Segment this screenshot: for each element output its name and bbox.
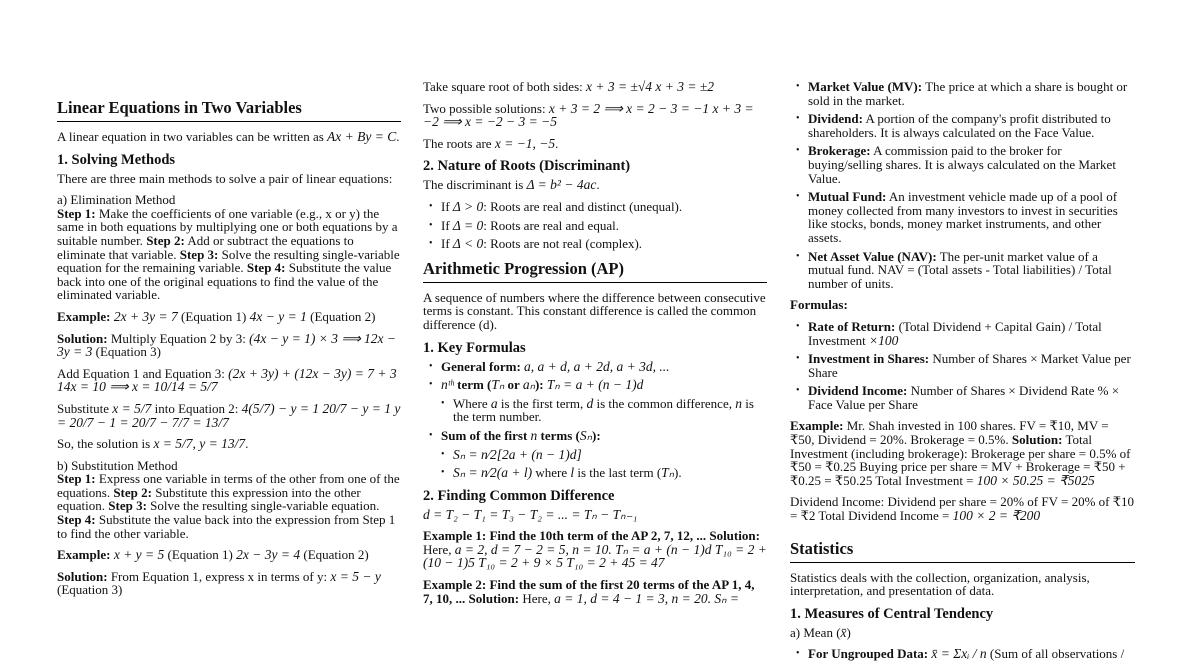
math-expression: Tₙ [661, 465, 675, 481]
text: (Equation 2) [300, 547, 369, 563]
math-expression: x = 5 − y [330, 568, 381, 584]
text: Substitute [57, 400, 113, 416]
text: (Sum of all observations / [986, 646, 1125, 662]
paragraph [423, 178, 767, 192]
text: Make the coefficients of one variable (e.g., x or y) the same in both equations by multiplying one or both equations by a suitable number. [57, 205, 398, 248]
text: Where [453, 395, 491, 411]
math-expression: a = 1, d = 4 − 1 = 3, n = 20. Sₙ = [554, 590, 740, 606]
subsection-heading: 2. Nature of Roots (Discriminant) [423, 158, 631, 175]
text: (Equation 3) [57, 582, 123, 598]
math-expression: aₙ [522, 377, 535, 393]
text: . [396, 129, 400, 144]
section-heading: Arithmetic Progression (AP) [423, 259, 767, 283]
text: (Equation 2) [306, 308, 376, 324]
bold-text: Market Value (MV): [808, 79, 923, 94]
bullet-list [423, 200, 767, 251]
bold-text: Step 2: [113, 484, 152, 500]
text: The per-unit market value of a mutual fund. NAV = (Total assets - Total liabilities) / Total number of units. [808, 248, 1112, 291]
text: Substitute the value back into the expression from Step 1 to find the other variable. [57, 512, 396, 541]
bold-text: Step 2: [146, 232, 185, 248]
text: The discriminant is [423, 177, 527, 193]
text: Dividend Income: Dividend per share = 20% of FV = 20% of ₹10 = ₹2 Total Dividend Income = [790, 494, 1135, 524]
text: Here, [423, 541, 455, 557]
section-heading: Statistics [790, 539, 1135, 563]
bold-text: Dividend: [808, 111, 863, 127]
math-expression: 100 × 2 = ₹200 [952, 508, 1041, 524]
text: Solve the resulting single-variable equation for the remaining variable. [57, 246, 400, 276]
math-expression: x + y = 5 [110, 547, 165, 563]
math-expression: Tₙ = a + (n − 1)d [546, 377, 644, 393]
math-expression: x̄ = Σxᵢ / n [931, 646, 987, 662]
column-right [790, 80, 1135, 669]
bold-text: Example: [790, 418, 844, 434]
text: : Roots are not real (complex). [483, 236, 643, 252]
math-expression: d = T₂ − T₁ = T₃ − T₂ = ... = Tₙ − Tₙ₋₁ [423, 506, 638, 522]
math-expression: Sₙ [579, 427, 593, 443]
paragraph [57, 130, 401, 144]
text: . [245, 436, 249, 452]
bold-text: Mutual Fund: [808, 189, 887, 205]
math-expression: Ax + By = C [327, 129, 397, 144]
paragraph [790, 298, 1135, 312]
paragraph [57, 548, 401, 562]
section-heading: Linear Equations in Two Variables [57, 98, 401, 122]
column-middle [423, 80, 767, 613]
math-expression: x̄ [840, 624, 847, 640]
math-expression: d [586, 395, 594, 411]
paragraph [423, 137, 767, 151]
list-item [796, 190, 1135, 244]
text: The price at which a share is bought or sold in the market. [808, 79, 1128, 108]
bold-text: Brokerage: [808, 143, 871, 159]
text: Number of Shares × Market Value per Share [808, 351, 1131, 380]
text: where [532, 465, 571, 481]
text: ). [674, 465, 682, 481]
paragraph [57, 207, 401, 302]
subsection-heading: 2. Finding Common Difference [423, 487, 615, 504]
math-expression: x + 3 = ±√4 x + 3 = ±2 [586, 79, 715, 94]
bold-text: ): [534, 377, 547, 393]
text: Number of Shares × Dividend Rate % × Face Value per Share [808, 383, 1120, 412]
bold-text: terms ( [537, 427, 580, 443]
text: A portion of the company's profit distributed to shareholders. It is always calculated on the Face Value. [808, 111, 1111, 140]
paragraph [57, 193, 401, 207]
subsection-heading: 1. Measures of Central Tendency [790, 605, 994, 622]
list-item [429, 219, 767, 233]
list-item [796, 80, 1135, 107]
math-expression: n [735, 395, 742, 411]
subsection-heading: 1. Solving Methods [57, 151, 176, 168]
paragraph [790, 495, 1135, 522]
text: If [441, 198, 453, 214]
math-expression: n [530, 427, 538, 443]
list-item [796, 352, 1135, 379]
paragraph [790, 626, 1135, 640]
math-expression: x = 5/7 [112, 400, 152, 416]
text: If [441, 236, 453, 252]
math-expression: a, a + d, a + 2d, a + 3d, ... [524, 358, 670, 374]
list-item [429, 360, 767, 374]
bold-text: For Ungrouped Data: [808, 646, 932, 662]
text: So, the solution is [57, 436, 154, 452]
paragraph [423, 508, 767, 522]
list-item [441, 448, 767, 462]
text: If [441, 217, 453, 233]
list-item [429, 378, 767, 392]
paragraph [57, 172, 401, 186]
math-expression: 2x − 3y = 4 [236, 547, 301, 563]
text: Mr. Shah invested in 100 shares. FV = ₹10, MV = ₹50, Dividend = 20%. Brokerage = 0.5%. [790, 418, 1109, 448]
bold-text: Dividend Income: [808, 383, 908, 399]
paragraph [423, 102, 767, 129]
paragraph [57, 459, 401, 473]
bold-text: Formulas: [790, 297, 848, 313]
text: a) Mean ( [790, 624, 841, 640]
text: Two possible solutions: [423, 100, 549, 116]
list-item [429, 200, 767, 214]
list-item [796, 384, 1135, 411]
text: A sequence of numbers where the difference between consecutive terms is constant. This constant difference is called the common difference (d). [423, 289, 766, 332]
list-item [796, 250, 1135, 291]
list-item [796, 112, 1135, 139]
text: ) [846, 624, 851, 640]
bold-text: term ( [453, 377, 492, 393]
paragraph [57, 437, 401, 451]
list-item [441, 466, 767, 480]
bold-text: Step 1: [57, 471, 96, 487]
math-expression: x = −1, −5 [494, 135, 556, 151]
math-expression: Tₙ [491, 377, 505, 393]
text: From Equation 1, express x in terms of y: [107, 568, 331, 584]
list-item [796, 320, 1135, 347]
paragraph [57, 402, 401, 429]
paragraph [57, 472, 401, 540]
text: The roots are [423, 135, 495, 151]
paragraph [790, 419, 1135, 487]
bullet-list [423, 360, 767, 480]
bold-text: Investment in Shares: [808, 351, 930, 367]
paragraph [57, 310, 401, 324]
text: Add Equation 1 and Equation 3: [57, 365, 229, 381]
math-expression: a = 2, d = 7 − 2 = 5, n = 10. Tₙ = a + (n − 1)d T₁₀ = 2 + (10 − 1)5 T₁₀ = 2 + 9 × 5 T₁₀ = 2 + 45 = 47 [423, 541, 767, 571]
list-item [429, 237, 767, 251]
text: Total Investment (including brokerage): Brokerage per share = 0.5% of ₹50 = ₹0.25 Buying price per share = MV + Brokerage = ₹50 + ₹0.25 = ₹50.25 Total Investment = [790, 432, 1131, 488]
math-expression: 4x − y = 1 [249, 308, 307, 324]
text: Here, [519, 590, 555, 606]
text: Express one variable in terms of the other from one of the equations. [57, 471, 400, 500]
bold-text: Step 3: [108, 498, 147, 514]
math-expression: l [570, 465, 575, 481]
bold-text: Example 2: Find the sum of the first 20 terms of the AP 1, 4, 7, 10, ... Solution: [423, 577, 755, 606]
bold-text: Sum of the first [441, 427, 531, 443]
math-expression: (2x + 3y) + (12x − 3y) = 7 + 3 14x = 10 ⟹ x = 10/14 = 5/7 [57, 365, 397, 395]
list-item [796, 647, 1135, 661]
paragraph [57, 570, 401, 597]
text: (Equation 1) [177, 308, 250, 324]
text: (Equation 1) [164, 547, 237, 563]
math-expression: Sₙ = n⁄2(a + l) [453, 465, 533, 481]
text: a) Elimination Method [57, 192, 176, 208]
text: Multiply Equation 2 by 3: [107, 330, 250, 346]
bullet-list [790, 320, 1135, 412]
bold-text: General form: [441, 358, 525, 374]
math-expression: Δ > 0 [452, 198, 484, 214]
list-item [441, 397, 767, 424]
bold-text: Example: [57, 547, 111, 563]
bold-text: Net Asset Value (NAV): [808, 248, 937, 264]
column-left [57, 92, 401, 605]
bold-text: Solution: [57, 330, 108, 346]
text: Statistics deals with the collection, organization, analysis, interpretation, and presentation of data. [790, 569, 1090, 599]
text: . [596, 177, 600, 193]
math-expression: 100 × 50.25 = ₹5025 [976, 472, 1095, 488]
paragraph [423, 291, 767, 332]
paragraph [423, 578, 767, 605]
bold-text: Step 4: [57, 512, 96, 528]
text: Substitute the value back into one of the original equations to find the value of the eliminated variable. [57, 260, 392, 303]
bold-text: Solution: [1011, 432, 1063, 448]
math-expression: nᵗʰ [441, 377, 454, 393]
bold-text: Step 3: [179, 246, 219, 262]
math-expression: a [490, 395, 498, 411]
paragraph [423, 80, 767, 94]
bold-text: Solution: [57, 568, 108, 584]
text: Substitute this expression into the other equation. [57, 484, 361, 514]
list-item [429, 429, 767, 443]
text: is the last term ( [574, 465, 662, 481]
math-expression: Sₙ = n⁄2[2a + (n − 1)d] [453, 446, 582, 462]
bold-text: Rate of Return: [808, 318, 896, 334]
subsection-heading: 1. Key Formulas [423, 339, 526, 356]
text: Solve the resulting single-variable equation. [146, 498, 380, 514]
text: is the first term, [497, 395, 587, 411]
paragraph [790, 571, 1135, 598]
bullet-list [790, 80, 1135, 290]
math-expression: 2x + 3y = 7 [110, 308, 178, 324]
math-expression: ×100 [869, 332, 899, 348]
list-item [796, 144, 1135, 185]
paragraph [57, 367, 401, 394]
text: into Equation 2: [151, 400, 242, 416]
text: Take square root of both sides: [423, 79, 586, 94]
text: is the common difference, [593, 395, 736, 411]
math-expression: Δ = b² − 4ac [526, 177, 597, 193]
bullet-list [790, 647, 1135, 661]
text: is the term number. [453, 395, 754, 425]
bold-text: Step 4: [246, 260, 286, 276]
text: An investment vehicle made up of a pool of money collected from many investors to invest in securities like stocks, bonds, money market instruments, and other assets. [808, 189, 1118, 245]
math-expression: x = 5/7, y = 13/7 [153, 436, 246, 452]
math-expression: Δ < 0 [452, 236, 484, 252]
bold-text: ): [592, 427, 601, 443]
text: b) Substitution Method [57, 457, 178, 473]
bold-text: Example 1: Find the 10th term of the AP 2, 7, 12, ... Solution: [423, 528, 760, 544]
bold-text: or [504, 377, 523, 393]
text: A linear equation in two variables can be written as [57, 129, 328, 144]
text: A commission paid to the broker for buying/selling shares. It is always calculated on the Market Value. [808, 143, 1116, 186]
bold-text: Example: [57, 308, 111, 324]
paragraph [57, 332, 401, 359]
text: : Roots are real and equal. [483, 217, 619, 233]
text: : Roots are real and distinct (unequal). [483, 198, 683, 214]
math-expression: 4(5/7) − y = 1 20/7 − y = 1 y = 20/7 − 1 = 20/7 − 7/7 = 13/7 [57, 400, 401, 430]
math-expression: x + 3 = 2 ⟹ x = 2 − 3 = −1 x + 3 = −2 ⟹ x = −2 − 3 = −5 [423, 100, 754, 130]
text: Add or subtract the equations to eliminate that variable. [57, 232, 354, 262]
text: (Total Dividend + Capital Gain) / Total Investment [808, 318, 1102, 348]
math-expression: (4x − y = 1) × 3 ⟹ 12x − 3y = 3 [57, 330, 397, 360]
text: . [555, 135, 559, 151]
text: (Equation 3) [92, 344, 161, 360]
math-expression: Δ = 0 [452, 217, 484, 233]
paragraph [423, 529, 767, 570]
text: There are three main methods to solve a pair of linear equations: [57, 170, 393, 186]
bold-text: Step 1: [57, 205, 96, 221]
